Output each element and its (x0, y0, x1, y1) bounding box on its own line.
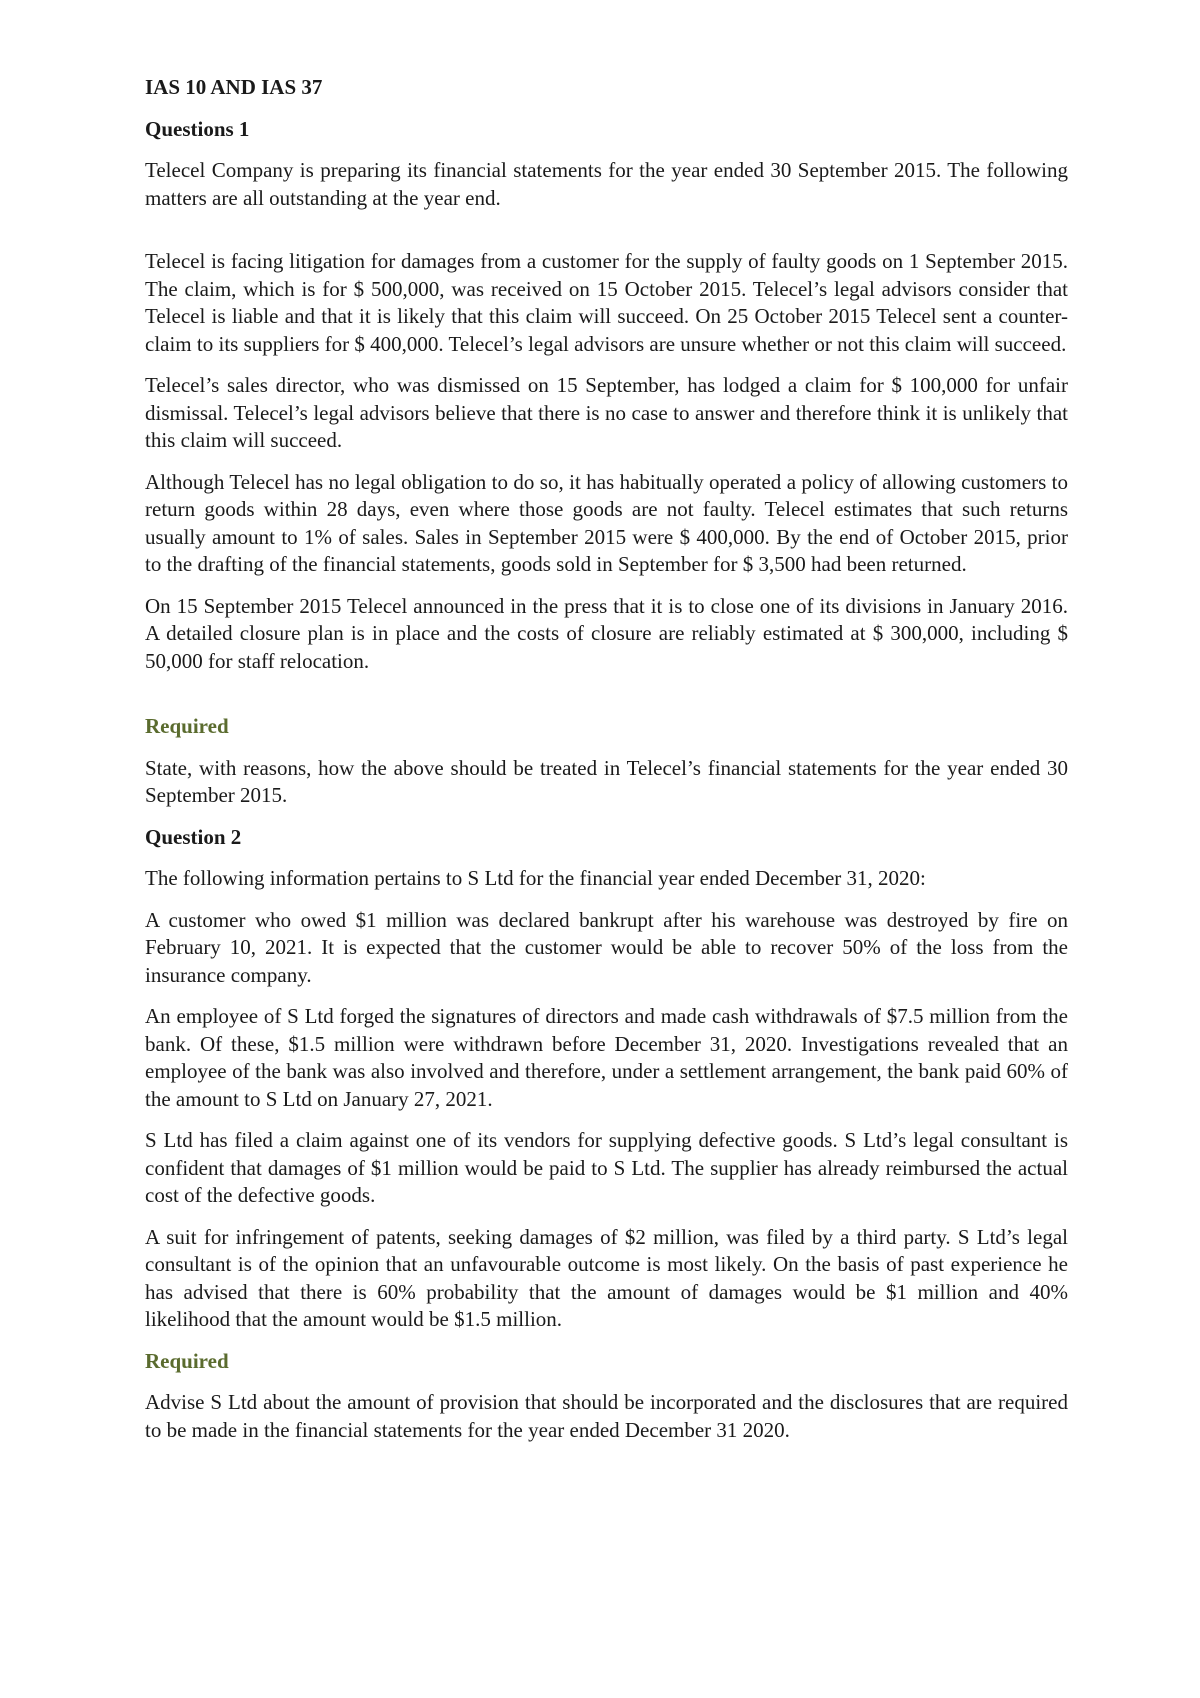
question-2-paragraph-patent-suit: A suit for infringement of patents, seeking damages of $2 million, was filed by a third party. S Ltd’s legal consultant is of the opinion that an unfavourable outcome is most likely. On the basis of past experience he has advised that there is 60% probability that the amount of damages would be $1 million and 40% likelihood that the amount would be $1.5 million. (145, 1224, 1068, 1331)
question-1-intro: Telecel Company is preparing its financial statements for the year ended 30 September 2015. The following matters are all outstanding at the year end. (145, 158, 1068, 210)
question-1-paragraph-returns: Although Telecel has no legal obligation to do so, it has habitually operated a policy of allowing customers to return goods within 28 days, even where those goods are not faulty. Telecel estimates that such returns usually amount to 1% of sales. Sales in September 2015 were $ 400,000. By the end of October 2015, prior to the drafting of the financial statements, goods sold in September for $ 3,500 had been returned. (145, 469, 1068, 576)
question-1-paragraph-dismissal: Telecel’s sales director, who was dismissed on 15 September, has lodged a claim for $ 100,000 for unfair dismissal. Telecel’s legal advisors believe that there is no case to answer and therefore think it is unlikely that this claim will succeed. (145, 373, 1068, 452)
question-2-required-text: Advise S Ltd about the amount of provision that should be incorporated and the disclosures that are required to be made in the financial statements for the year ended December 31 2020. (145, 1390, 1068, 1442)
document-page (145, 66, 1068, 1444)
question-2-paragraph-forgery: An employee of S Ltd forged the signatures of directors and made cash withdrawals of $7.5 million from the bank. Of these, $1.5 million were withdrawn before December 31, 2020. Investigations revealed that an employee of the bank was also involved and therefore, under a settlement arrangement, the bank paid 60% of the amount to S Ltd on January 27, 2021. (145, 1004, 1068, 1111)
question-2-paragraph-bankrupt-customer: A customer who owed $1 million was declared bankrupt after his warehouse was destroyed by fire on February 10, 2021. It is expected that the customer would be able to recover 50% of the loss from the insurance company. (145, 907, 1068, 987)
question-1-paragraph-closure: On 15 September 2015 Telecel announced in the press that it is to close one of its divisions in January 2016. A detailed closure plan is in place and the costs of closure are reliably estimated at $ 300,000, including $ 50,000 for staff relocation. (145, 593, 1068, 673)
question-2-paragraph-vendor-claim: S Ltd has filed a claim against one of its vendors for supplying defective goods. S Ltd’s legal consultant is confident that damages of $1 million would be paid to S Ltd. The supplier has already reimbursed the actual cost of the defective goods. (145, 1128, 1068, 1207)
question-1-required-text: State, with reasons, how the above should be treated in Telecel’s financial statements for the year ended 30 September 2015. (145, 755, 1068, 807)
question-1-heading: Questions 1 (145, 116, 250, 141)
document-title: IAS 10 AND IAS 37 (145, 75, 323, 99)
question-2-required-label: Required (145, 1348, 229, 1373)
question-2-heading: Question 2 (145, 824, 242, 849)
question-2-intro: The following information pertains to S Ltd for the financial year ended December 31, 2020: (145, 866, 926, 890)
question-1-paragraph-litigation: Telecel is facing litigation for damages from a customer for the supply of faulty goods on 1 September 2015. The claim, which is for $ 500,000, was received on 15 October 2015. Telecel’s legal advisors consider that Telecel is liable and that it is likely that this claim will succeed. On 25 October 2015 Telecel sent a counter-claim to its suppliers for $ 400,000. Telecel’s legal advisors are unsure whether or not this claim will succeed. (145, 249, 1068, 356)
question-1-required-label: Required (145, 714, 229, 738)
